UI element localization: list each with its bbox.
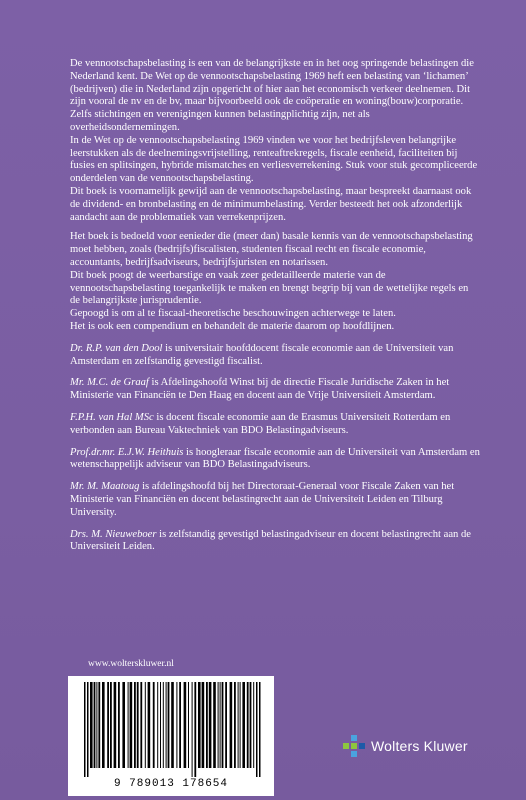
- barcode-bar: [225, 682, 227, 768]
- barcode-digits: 9 789013 178654: [113, 778, 229, 790]
- audience-paragraph-3: Gepoogd is om al te fiscaal-theoretische beschouwingen achterwege te laten.: [70, 308, 396, 320]
- publisher-name: Wolters Kluwer: [371, 738, 468, 754]
- barcode-bar: [140, 682, 142, 768]
- barcode-bar: [157, 682, 158, 768]
- barcode-bar: [148, 682, 151, 768]
- author-name: Prof.dr.mr. E.J.W. Heithuis: [70, 446, 184, 458]
- publisher-logo: [343, 732, 468, 760]
- wolters-kluwer-logo-icon: [343, 735, 365, 757]
- author-name: F.P.H. van Hal MSc: [70, 411, 154, 423]
- barcode-bar: [171, 682, 174, 768]
- author-description: is afdelingshoofd bij het Directoraat-Generaal voor Fiscale Zaken van het Ministerie van Financiën en docent belastingrecht aan de Universiteit Leiden en Tilburg University.: [70, 481, 455, 518]
- author-name: Mr. M.C. de Graaf: [70, 377, 149, 389]
- author-bio: [70, 481, 480, 519]
- barcode-bar: [134, 682, 136, 768]
- barcode-bar: [256, 682, 258, 777]
- barcode-bar: [130, 682, 133, 768]
- barcode-bar: [202, 682, 205, 768]
- barcode-bar: [247, 682, 249, 768]
- barcode-bar: [137, 682, 139, 768]
- barcode-bar: [90, 682, 93, 768]
- barcode-bar: [259, 682, 261, 777]
- barcode-area: [68, 676, 274, 796]
- barcode-bar: [179, 682, 181, 768]
- author-name: Mr. M. Maatoug: [70, 481, 140, 493]
- author-bio: [70, 529, 480, 555]
- intro-paragraph-1: De vennootschapsbelasting is een van de belangrijkste en in het oog springende belastingen die Nederland kent. De Wet op de vennootschapsbelasting 1969 heft een belasting van ‘lichamen’ (bedrijven) die in Nederland zijn opgericht of hier aan het economisch verkeer deelnemen. Dit zijn vooral de nv en de bv, maar bijvoorbeeld ook de coöperatie en woning(bouw)corporatie. Zelfs stichtingen en verenigingen kunnen belastingplichtig zijn, net als overheidsondernemingen.: [70, 58, 474, 133]
- author-bio: [70, 377, 480, 403]
- author-description: is Afdelingshoofd Winst bij de directie Fiscale Juridische Zaken in het Ministerie van Financiën te Den Haag en docent aan de Vrije Universiteit Amsterdam.: [70, 377, 450, 402]
- barcode-bar: [192, 682, 193, 777]
- author-description: is docent fiscale economie aan de Erasmus Universiteit Rotterdam en verbonden aan Bureau Vaktechniek van BDO Belastingadviseurs.: [70, 411, 451, 436]
- audience-paragraph-4: Het is ook een compendium en behandelt de materie daarom op hoofdlijnen.: [70, 320, 395, 332]
- author-description: is universitair hoofddocent fiscale economie aan de Universiteit van Amsterdam en zelfstandig gevestigd fiscalist.: [70, 342, 454, 367]
- barcode-bar: [194, 682, 196, 777]
- barcode-bar: [222, 682, 224, 768]
- barcode-bar: [234, 682, 236, 768]
- barcode-bar: [242, 682, 245, 768]
- barcode-bar: [184, 682, 187, 768]
- barcode-bar: [250, 682, 252, 768]
- audience-paragraph-2: Dit boek poogt de weerbarstige en vaak zeer gedetailleerde materie van de vennootschapsbelasting toegankelijk te maken en brengt begrip bij van de wettelijke regels en de belangrijkste jurisprudentie.: [70, 269, 469, 307]
- barcode-bar: [84, 682, 86, 777]
- author-description: is zelfstandig gevestigd belastingadviseur en docent belastingrecht aan de Universiteit Leiden.: [70, 528, 471, 553]
- author-name: Drs. M. Nieuweboer: [70, 528, 157, 540]
- barcode-bar: [122, 682, 125, 768]
- barcode-bar: [238, 682, 239, 768]
- barcode-bar: [145, 682, 146, 768]
- author-bio: [70, 412, 480, 438]
- barcode-bar: [188, 682, 189, 768]
- barcode-bar: [114, 682, 117, 768]
- barcode-bar: [94, 682, 96, 768]
- cover-text: [70, 58, 480, 554]
- publisher-website[interactable]: www.wolterskluwer.nl: [88, 659, 174, 669]
- barcode-bar: [176, 682, 177, 768]
- author-bio: [70, 447, 480, 473]
- barcode-bar: [253, 682, 254, 768]
- barcode-icon: [80, 682, 264, 777]
- barcode-bar: [87, 682, 89, 777]
- barcode-bar: [166, 682, 167, 768]
- barcode-bar: [107, 682, 109, 768]
- author-name: Dr. R.P. van den Dool: [70, 342, 163, 354]
- barcode-bar: [128, 682, 129, 768]
- barcode-bar: [102, 682, 105, 768]
- barcode-bar: [230, 682, 233, 768]
- barcode-bar: [220, 682, 221, 768]
- author-description: is hoogleraar fiscale economie aan de Universiteit van Amsterdam en wetenschappelijk adviseur van BDO Belastingadviseurs.: [70, 446, 480, 471]
- intro-paragraph-3: Dit boek is voornamelijk gewijd aan de vennootschapsbelasting, maar bespreekt daarnaast ook de dividend- en bronbelasting en de minimumbelasting. Verder besteedt het ook afzonderlijk aandacht aan de problematiek van verrekenprijzen.: [70, 185, 472, 223]
- barcode-bar: [198, 682, 201, 768]
- barcode-bar: [213, 682, 216, 768]
- barcode-bar: [209, 682, 212, 768]
- barcode-bar: [96, 682, 97, 768]
- barcode-bar: [218, 682, 219, 768]
- barcode-bar: [160, 682, 161, 768]
- audience-paragraph-1: Het boek is bedoeld voor eenieder die (meer dan) basale kennis van de vennootschapsbelasting moet hebben, zoals (bedrijfs)fiscalisten, studenten fiscaal recht en fiscale economie, accountants, bedrijfsadviseurs, bedrijfsjuristen en notarissen.: [70, 231, 473, 268]
- barcode-bar: [98, 682, 100, 768]
- barcode-bar: [118, 682, 120, 768]
- author-bio: [70, 343, 480, 369]
- intro-paragraph-2: In de Wet op de vennootschapsbelasting 1969 vinden we voor het bedrijfsleven belangrijke leerstukken als de deelnemingsvrijstelling, renteaftrekregels, fiscale eenheid, faciliteiten bij fusies en splitsingen, hybride mismatches en verliesverrekening. Stuk voor stuk gecompliceerde onderdelen van de vennootschapsbelasting.: [70, 134, 478, 185]
- barcode-bar: [240, 682, 241, 768]
- barcode-bar: [163, 682, 164, 768]
- barcode-bar: [110, 682, 112, 768]
- barcode-bar: [168, 682, 170, 768]
- barcode-bar: [206, 682, 208, 768]
- barcode-bar: [153, 682, 155, 768]
